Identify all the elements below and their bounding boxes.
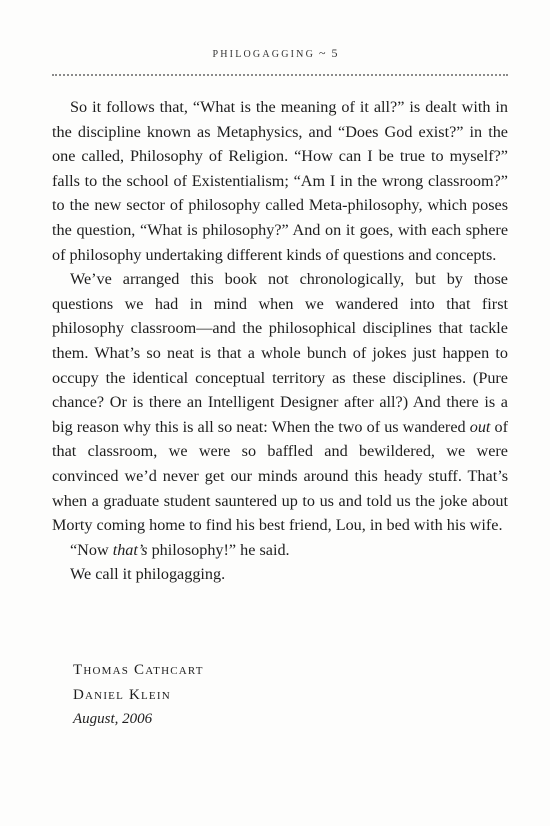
author-name-2: Daniel Klein (73, 686, 171, 703)
paragraph-2-part-a: We’ve arranged this book not chronologically, but by those questions we had in mind when we wandered into that first philosophy classroom—and the philosophical disciplines that tackle them. What’s so neat is that a whole bunch of jokes just happen to occupy the identical conceptual territory as these disciplines. (Pure chance? Or is there an Intelligent Designer after all?) And there is a big reason why this is all so neat: When the two of us wandered (52, 270, 508, 436)
paragraph-3-part-a: “Now (70, 540, 113, 559)
body-text (52, 95, 508, 587)
page-number: 5 (331, 46, 338, 60)
author-name-1: Thomas Cathcart (73, 662, 204, 678)
paragraph-1: So it follows that, “What is the meaning of it all?” is dealt with in the discipline known as Metaphysics, and “Does God exist?” in the one called, Philosophy of Religion. “How can I be true to myself?” falls to the school of Existentialism; “Am I in the wrong classroom?” to the new sector of philosophy called Meta-philosophy, which poses the question, “What is philosophy?” And on it goes, with each sphere of philosophy undertaking different kinds of questions and concepts. (52, 98, 508, 264)
paragraph-3-emphasis: that’s (112, 540, 148, 559)
paragraph-3 (52, 538, 508, 563)
dotted-rule (52, 74, 508, 76)
paragraph-2 (52, 267, 508, 538)
paragraph-4: We call it philogagging. (70, 565, 226, 584)
ornament-icon: ~ (319, 46, 326, 60)
running-head-title: PHILOGAGGING (212, 49, 315, 60)
signature-block (73, 658, 204, 732)
paragraph-2-emphasis: out (469, 417, 491, 436)
signature-date: August, 2006 (73, 711, 153, 727)
paragraph-2-part-b: of that classroom, we were so baffled and bewildered, we were convinced we’d never get our minds around this heady stuff. That’s when a graduate student sauntered up to us and told us the joke about Morty coming home to find his best friend, Lou, in bed with his wife. (52, 417, 508, 535)
paragraph-3-part-b: philosophy!” he said. (147, 540, 290, 559)
running-head (0, 46, 550, 61)
